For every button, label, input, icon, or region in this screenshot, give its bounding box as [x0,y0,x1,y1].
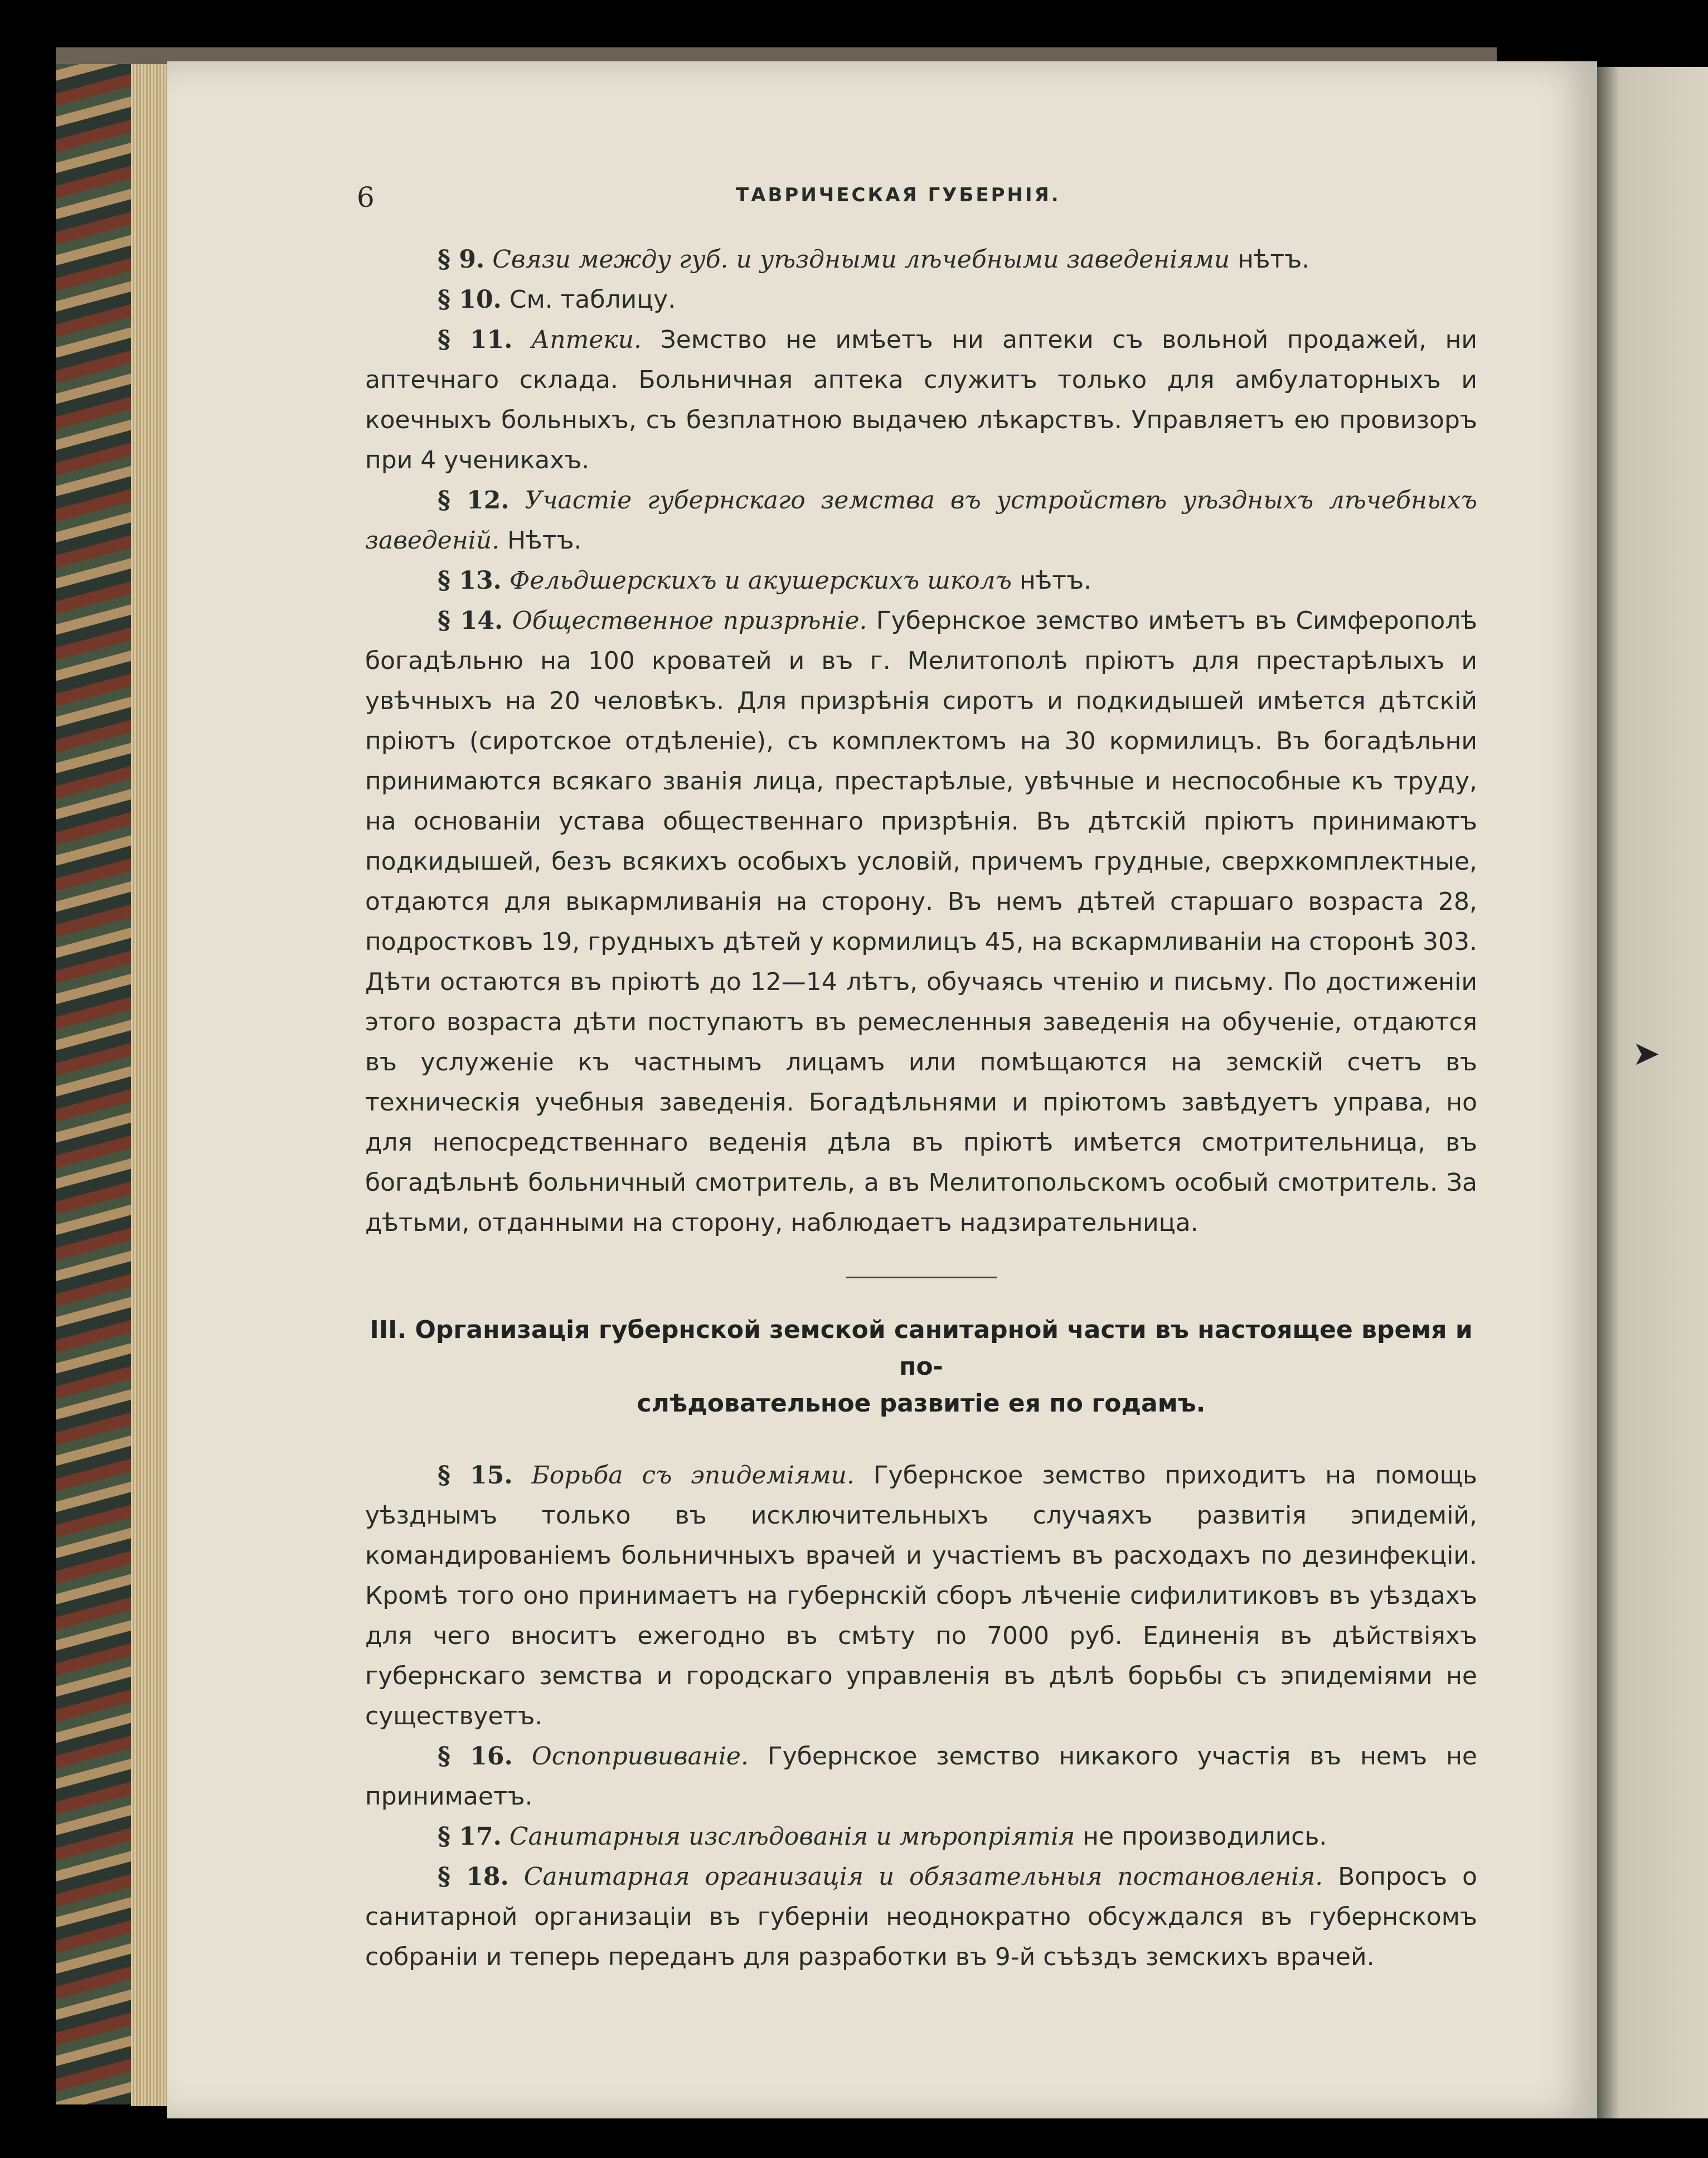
section-text: Губернское земство приходитъ на помощь уѣзднымъ только въ исключительныхъ случаяхъ развитія эпидемій, командированіемъ больничныхъ врачей и участіемъ въ расходахъ по дезинфекціи. Кромѣ того оно принимаетъ на губернскій сборъ лѣченіе сифилитиковъ въ уѣздахъ для чего вноситъ ежегодно въ смѣту по 7000 руб. Единенія въ дѣйствіяхъ губернскаго земства и городскаго управленія въ дѣлѣ борьбы съ эпидеміями не существуетъ. [365,1461,1477,1730]
section-text: Земство не имѣетъ ни аптеки съ вольной продажей, ни аптечнаго склада. Больничная аптека служитъ только для амбулаторныхъ и коечныхъ больныхъ, съ безплатною выдачею лѣкарствъ. Управляетъ ею провизоръ при 4 ученикахъ. [365,326,1477,474]
section-topic: Оспопрививаніе. [531,1742,749,1771]
paragraph-13 [365,561,1477,601]
section-topic: Связи между губ. и уѣздными лѣчебными заведеніями [492,245,1230,274]
section-number: § 12. [438,486,510,515]
section-text: нѣтъ. [1230,245,1310,274]
section-text: Губернское земство имѣетъ въ Симферополѣ богадѣльню на 100 кроватей и въ г. Мелитополѣ пріютъ для престарѣлыхъ и увѣчныхъ на 20 человѣкъ. Для призрѣнія сиротъ и подкидышей имѣется дѣтскій пріютъ (сиротское отдѣленіе), съ комплектомъ на 30 кормилицъ. Въ богадѣльни принимаются всякаго званія лица, престарѣлые, увѣчные и неспособные къ труду, на основаніи устава общественнаго призрѣнія. Въ дѣтскій пріютъ принимаютъ подкидышей, безъ всякихъ особыхъ условій, причемъ грудные, сверхкомплектные, отдаются для выкармливанія на сторону. Въ немъ дѣтей старшаго возраста 28, подростковъ 19, грудныхъ дѣтей у кормилицъ 45, на вскармливаніи на сторонѣ 303. Дѣти остаются въ пріютѣ до 12—14 лѣтъ, обучаясь чтенію и письму. По достиженіи этого возраста дѣти поступаютъ въ ремесленныя заведенія на обученіе, отдаются въ услуженіе къ частнымъ лицамъ или помѣщаются на земскій счетъ въ техническія учебныя заведенія. Богадѣльнями и пріютомъ завѣдуетъ управа, но для непосредственнаго веденія дѣла въ пріютѣ имѣется смотрительница, въ богадѣльнѣ больничный смотритель, а въ Мелитопольскомъ особый смотритель. За дѣтьми, отданными на сторону, наблюдаетъ надзирательница. [365,607,1477,1237]
section-number: § 17. [438,1822,502,1851]
section-number: § 11. [438,326,513,354]
section-number: § 10. [438,285,502,314]
section-text: не производились. [1075,1822,1327,1851]
section-number: § 18. [438,1863,509,1891]
facing-page-edge [1597,67,1708,2118]
section-topic: Санитарныя изслѣдованія и мѣропріятія [509,1822,1075,1851]
section-number: § 13. [438,566,502,595]
chapter-heading-line-1: III. Организація губернской земской санитарной части въ настоящее время и по- [370,1316,1473,1381]
section-text: Нѣтъ. [499,526,582,555]
paragraph-9 [365,240,1477,280]
section-divider [846,1277,997,1278]
section-topic: Борьба съ эпидеміями. [531,1461,855,1490]
section-topic: Участіе губернскаго земства въ устройствѣ уѣздныхъ лѣчебныхъ заведеній. [365,486,1477,555]
section-topic: Санитарная организація и обязательныя постановленія. [523,1863,1323,1891]
paragraph-15 [365,1456,1477,1737]
running-head: ТАВРИЧЕСКАЯ ГУБЕРНІЯ. [736,184,1061,206]
section-text: Губернское земство никакого участія въ немъ не принимаетъ. [365,1742,1477,1811]
chapter-heading-line-2: слѣдовательное развитіе ея по годамъ. [637,1389,1206,1418]
section-number: § 9. [438,245,485,274]
section-text: См. таблицу. [501,285,676,314]
page-body [365,240,1477,1977]
section-text: Вопросъ о санитарной организаціи въ губерніи неоднократно обсуждался въ губернскомъ собраніи и теперь переданъ для разработки въ 9-й съѣздъ земскихъ врачей. [365,1863,1477,1971]
section-topic: Аптеки. [531,326,642,354]
paragraph-11 [365,320,1477,481]
paragraph-14 [365,601,1477,1243]
page-edges [131,49,170,2106]
book-binding [56,47,131,2104]
margin-arrow-icon: ➤ [1632,1034,1661,1073]
section-number: § 16. [438,1742,513,1771]
paragraph-10 [365,280,1477,320]
paragraph-16 [365,1737,1477,1817]
paragraph-17 [365,1817,1477,1857]
paragraph-18 [365,1857,1477,1977]
section-topic: Фельдшерскихъ и акушерскихъ школъ [509,566,1012,595]
section-text: нѣтъ. [1012,566,1092,595]
section-topic: Общественное призрѣніе. [512,607,867,635]
section-number: § 14. [438,607,503,635]
section-number: § 15. [438,1461,513,1490]
page-number: 6 [357,181,375,214]
paragraph-12 [365,481,1477,561]
chapter-heading [365,1312,1477,1422]
